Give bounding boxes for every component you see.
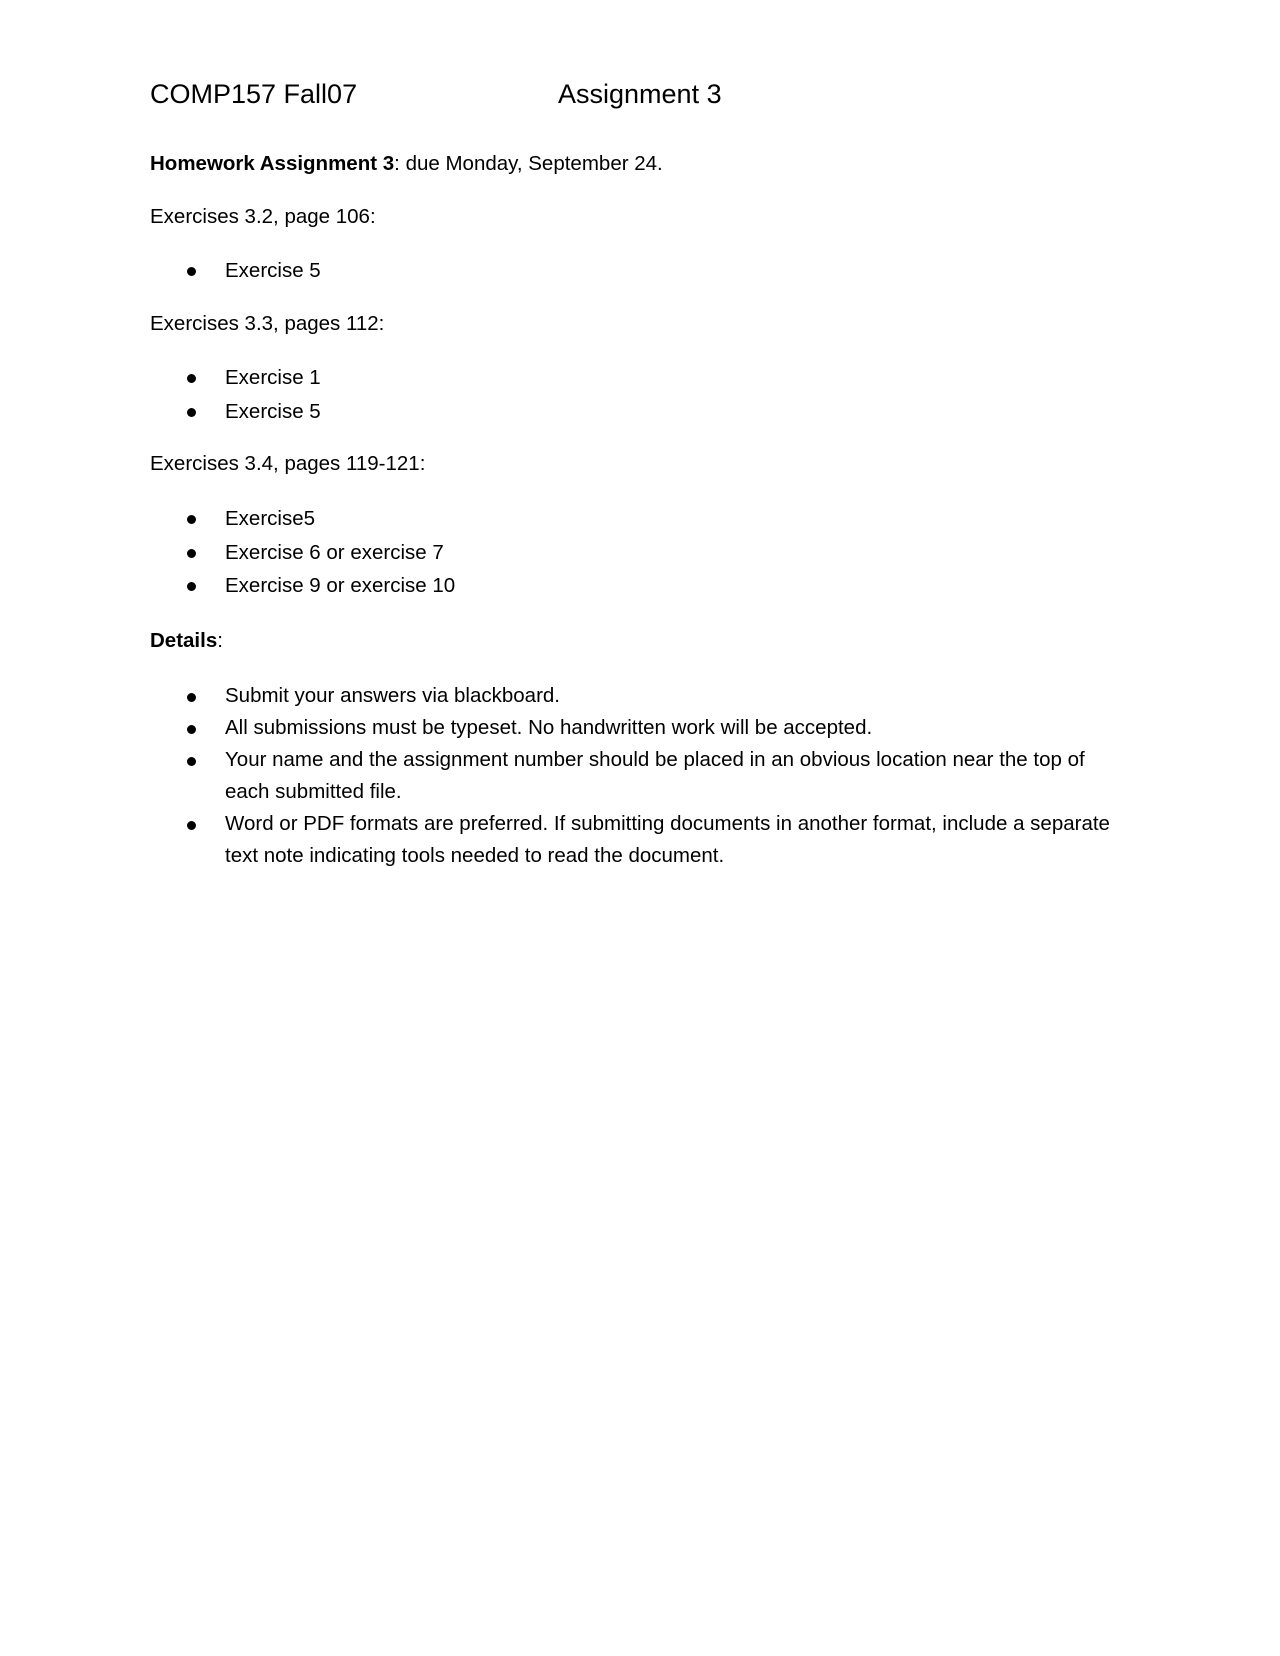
section-3-2-list xyxy=(150,254,1150,288)
details-heading xyxy=(150,627,223,655)
list-item-text: Exercise 5 xyxy=(225,259,321,282)
due-date-text: : due Monday, September 24. xyxy=(394,152,663,175)
bullet-icon xyxy=(187,821,196,830)
section-heading-3-2: Exercises 3.2, page 106: xyxy=(150,205,376,228)
list-item-text: Word or PDF formats are preferred. If submitting documents in another format, include a separate text note indicating tools needed to read the document. xyxy=(225,812,1110,867)
list-item xyxy=(150,808,1110,872)
due-date-line xyxy=(150,150,663,178)
list-item xyxy=(150,744,1110,808)
list-item xyxy=(150,395,1150,429)
list-item-text: All submissions must be typeset. No handwritten work will be accepted. xyxy=(225,716,873,739)
list-item-text: Exercise 9 or exercise 10 xyxy=(225,574,456,597)
list-item xyxy=(150,712,1110,744)
list-item-text: Exercise 1 xyxy=(225,366,321,389)
bullet-icon xyxy=(187,725,196,734)
list-item xyxy=(150,680,1110,712)
bullet-icon xyxy=(187,374,196,383)
assignment-title: Assignment 3 xyxy=(558,79,722,109)
section-3-4-list xyxy=(150,502,1150,603)
homework-label: Homework Assignment 3 xyxy=(150,152,395,175)
list-item-text: Exercise 6 or exercise 7 xyxy=(225,540,444,564)
list-item xyxy=(150,569,1150,603)
bullet-icon xyxy=(187,267,196,276)
list-item xyxy=(150,502,1150,536)
bullet-icon xyxy=(187,515,196,524)
list-item-text: Exercise 5 xyxy=(225,399,321,423)
bullet-icon xyxy=(187,582,196,591)
bullet-icon xyxy=(187,757,196,766)
bullet-icon xyxy=(187,693,196,702)
details-colon: : xyxy=(217,629,223,652)
list-item xyxy=(150,536,1150,570)
section-heading-3-3: Exercises 3.3, pages 112: xyxy=(150,312,385,335)
course-header: COMP157 Fall07 xyxy=(150,79,358,109)
section-heading-3-4: Exercises 3.4, pages 119-121: xyxy=(150,452,426,475)
bullet-icon xyxy=(187,549,196,558)
list-item xyxy=(150,254,1150,288)
list-item-text: Submit your answers via blackboard. xyxy=(225,684,560,707)
list-item xyxy=(150,361,1150,395)
list-item-text: Your name and the assignment number should be placed in an obvious location near the top of each submitted file. xyxy=(225,748,1085,803)
details-label: Details xyxy=(150,629,218,652)
details-list xyxy=(150,680,1110,872)
list-item-text: Exercise5 xyxy=(225,507,316,530)
section-3-3-list xyxy=(150,361,1150,428)
bullet-icon xyxy=(187,408,196,417)
